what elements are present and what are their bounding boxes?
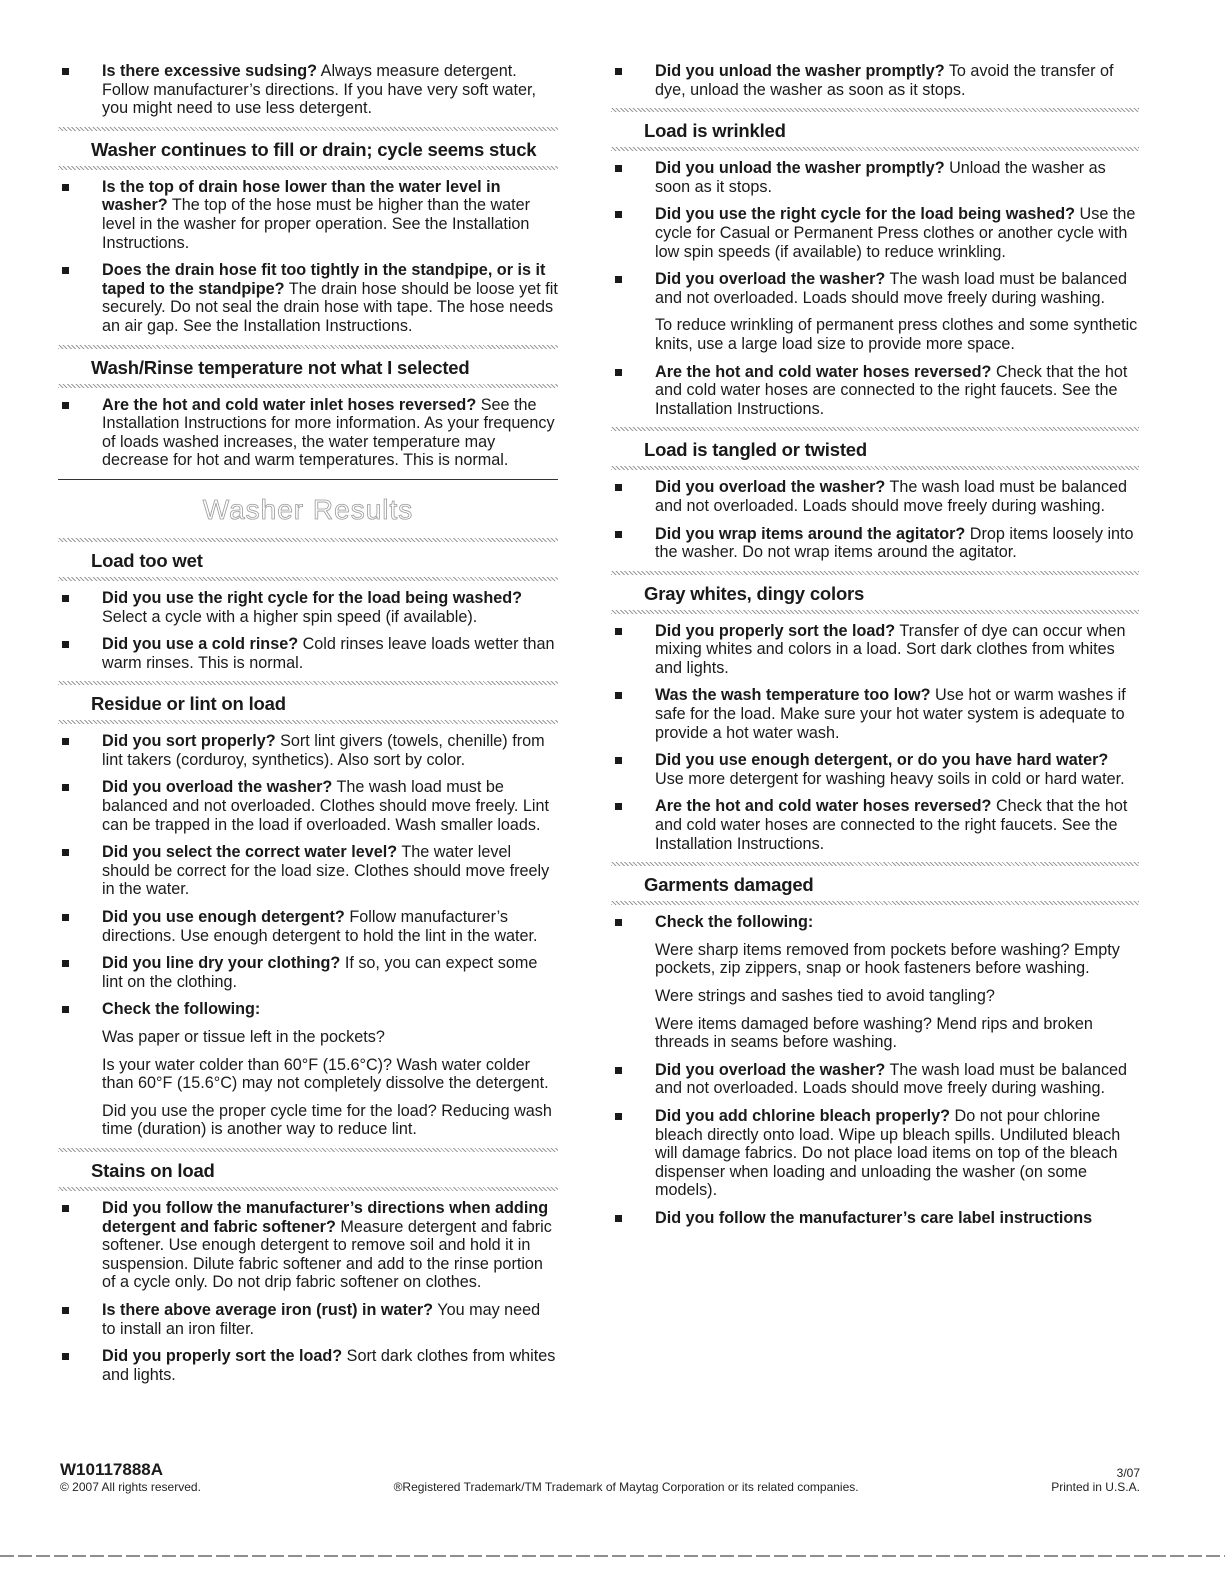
printed-in: Printed in U.S.A. — [1051, 1480, 1140, 1494]
bullet-square-icon — [62, 849, 69, 856]
bullet-square-icon — [62, 1205, 69, 1212]
bullet-square-icon — [615, 1215, 622, 1222]
list-item: Did you sort properly? Sort lint givers (towels, chenille) from lint takers (corduroy, synthetics). Also sort by color. — [58, 732, 558, 769]
bullet-square-icon — [62, 267, 69, 274]
list-item: Are the hot and cold water hoses reversed? Check that the hot and cold water hoses are connected to the right faucets. See the Installation Instructions. — [611, 797, 1139, 853]
section-washer-fill-drain — [58, 127, 558, 170]
trademark-notice: ®Registered Trademark/TM Trademark of Maytag Corporation or its related companies. — [393, 1480, 859, 1494]
copyright: © 2007 All rights reserved. — [60, 1480, 201, 1494]
section-garments-damaged — [611, 862, 1139, 905]
washer-results-banner: Washer Results — [202, 493, 414, 525]
list-item: Is there excessive sudsing? Always measure detergent. Follow manufacturer’s directions. If you have very soft water, you might need to use less detergent. — [58, 62, 558, 118]
list-item: Did you wrap items around the agitator? Drop items loosely into the washer. Do not wrap items around the agitator. — [611, 525, 1139, 562]
section-title: Load is tangled or twisted — [644, 439, 867, 461]
section-title: Gray whites, dingy colors — [644, 582, 865, 604]
bullet-square-icon — [615, 369, 622, 376]
bullet-square-icon — [62, 960, 69, 967]
bullet-square-icon — [62, 68, 69, 75]
section-gray-whites — [611, 571, 1139, 614]
divider — [58, 1187, 558, 1191]
bullet-square-icon — [615, 531, 622, 538]
list-item: Did you use a cold rinse? Cold rinses leave loads wetter than warm rinses. This is normal. — [58, 635, 558, 672]
section-title: Washer continues to fill or drain; cycle seems stuck — [91, 138, 537, 160]
list-item: Was the wash temperature too low? Use hot or warm washes if safe for the load. Make sure your hot water system is adequate to provide a hot water wash. — [611, 686, 1139, 742]
list-item: Check the following: — [58, 1000, 558, 1019]
list-item: Did you follow the manufacturer’s directions when adding detergent and fabric softener? Measure detergent and fabric softener. Use enough detergent to remove soil and hold it in suspension. Dilute fabric softener and add to the rinse portion of a cycle only. Do not drip fabric softener on clothes. — [58, 1199, 558, 1292]
list-item: Did you unload the washer promptly? Unload the washer as soon as it stops. — [611, 159, 1139, 196]
divider — [58, 384, 558, 388]
divider — [58, 577, 558, 581]
list-item: Did you overload the washer? The wash load must be balanced and not overloaded. Loads should move freely during washing. — [611, 270, 1139, 307]
divider — [58, 166, 558, 170]
list-item: Did you use the right cycle for the load being washed? Use the cycle for Casual or Permanent Press clothes or another cycle with low spin speeds (if available) to reduce wrinkling. — [611, 205, 1139, 261]
section-residue-lint — [58, 681, 558, 724]
bullet-square-icon — [62, 595, 69, 602]
section-title: Garments damaged — [644, 874, 814, 896]
bullet-square-icon — [62, 1307, 69, 1314]
list-item: Did you properly sort the load? Sort dark clothes from whites and lights. — [58, 1347, 558, 1384]
list-item: Did you use the right cycle for the load being washed? Select a cycle with a higher spin speed (if available). — [58, 589, 558, 626]
list-item: Check the following: — [611, 913, 1139, 932]
list-item: Did you add chlorine bleach properly? Do not pour chlorine bleach directly onto load. Wipe up bleach spills. Undiluted bleach will damage fabrics. Do not place load items on top of the bleach dispenser when loading and unloading the washer (on some models). — [611, 1107, 1139, 1200]
bullet-square-icon — [615, 276, 622, 283]
paragraph: Is your water colder than 60°F (15.6°C)? Wash water colder than 60°F (15.6°C) may not completely dissolve the detergent. — [102, 1055, 549, 1093]
list-item: Is there above average iron (rust) in water? You may need to install an iron filter. — [58, 1301, 558, 1338]
paragraph: Were strings and sashes tied to avoid tangling? — [655, 987, 995, 1005]
list-item: Does the drain hose fit too tightly in the standpipe, or is it taped to the standpipe? The drain hose should be loose yet fit securely. Do not seal the drain hose with tape. The hose needs an air gap. See the Installation Instructions. — [58, 261, 558, 335]
bullet-square-icon — [62, 738, 69, 745]
section-title: Residue or lint on load — [91, 693, 286, 715]
right-column — [611, 62, 1139, 1237]
section-load-wrinkled — [611, 108, 1139, 151]
section-title: Load too wet — [91, 549, 203, 571]
section-wash-rinse-temp — [58, 345, 558, 388]
section-title: Wash/Rinse temperature not what I selected — [91, 356, 470, 378]
list-item: Are the hot and cold water hoses reversed? Check that the hot and cold water hoses are connected to the right faucets. See the Installation Instructions. — [611, 363, 1139, 419]
bullet-square-icon — [615, 692, 622, 699]
bullet-square-icon — [62, 784, 69, 791]
section-load-tangled — [611, 427, 1139, 470]
list-item: Are the hot and cold water inlet hoses reversed? See the Installation Instructions for more information. As your frequency of loads washed increases, the water temperature may decrease for hot and warm temperatures. This is normal. — [58, 396, 558, 470]
bullet-square-icon — [62, 914, 69, 921]
divider — [611, 147, 1139, 151]
divider — [611, 610, 1139, 614]
paragraph: Were items damaged before washing? Mend rips and broken threads in seams before washing. — [655, 1014, 1093, 1052]
bullet-square-icon — [615, 1067, 622, 1074]
page-footer — [60, 1460, 1140, 1494]
bullet-square-icon — [615, 803, 622, 810]
list-item: Did you follow the manufacturer’s care label instructions — [611, 1209, 1139, 1228]
scan-edge-line — [0, 1555, 1225, 1557]
list-item: Did you overload the washer? The wash load must be balanced and not overloaded. Loads should move freely during washing. — [611, 1061, 1139, 1098]
bullet-square-icon — [62, 641, 69, 648]
list-item: Did you use enough detergent, or do you have hard water? Use more detergent for washing heavy soils in cold or hard water. — [611, 751, 1139, 788]
divider — [58, 720, 558, 724]
list-item: Is the top of drain hose lower than the water level in washer? The top of the hose must be higher than the water level in the washer for proper operation. See the Installation Instructions. — [58, 178, 558, 252]
bullet-square-icon — [615, 211, 622, 218]
bullet-square-icon — [62, 184, 69, 191]
bullet-square-icon — [615, 919, 622, 926]
list-item: Did you properly sort the load? Transfer of dye can occur when mixing whites and colors in a load. Sort dark clothes from whites and lights. — [611, 622, 1139, 678]
paragraph: Were sharp items removed from pockets before washing? Empty pockets, zip zippers, snap or hook fasteners before washing. — [655, 940, 1120, 978]
divider — [611, 466, 1139, 470]
paragraph: To reduce wrinkling of permanent press clothes and some synthetic knits, use a large load size to provide more space. — [655, 316, 1138, 353]
bullet-square-icon — [62, 1353, 69, 1360]
list-item: Did you overload the washer? The wash load must be balanced and not overloaded. Loads should move freely during washing. — [611, 478, 1139, 515]
section-load-too-wet — [58, 538, 558, 581]
paragraph: Was paper or tissue left in the pockets? — [102, 1028, 385, 1046]
section-title: Load is wrinkled — [644, 120, 786, 142]
bullet-square-icon — [615, 628, 622, 635]
left-column — [58, 62, 558, 1393]
document-code: W10117888A — [60, 1460, 164, 1479]
bullet-square-icon — [62, 1006, 69, 1013]
bullet-square-icon — [615, 1113, 622, 1120]
bullet-square-icon — [615, 68, 622, 75]
list-item: Did you overload the washer? The wash load must be balanced and not overloaded. Clothes should move freely. Lint can be trapped in the load if overloaded. Wash smaller loads. — [58, 778, 558, 834]
bullet-square-icon — [615, 165, 622, 172]
list-item: Did you unload the washer promptly? To avoid the transfer of dye, unload the washer as soon as it stops. — [611, 62, 1139, 99]
section-stains — [58, 1148, 558, 1191]
date-code: 3/07 — [1116, 1466, 1140, 1480]
divider — [611, 901, 1139, 905]
bullet-square-icon — [62, 402, 69, 409]
bullet-square-icon — [615, 484, 622, 491]
paragraph: Did you use the proper cycle time for the load? Reducing wash time (duration) is another way to reduce lint. — [102, 1101, 552, 1139]
section-title: Stains on load — [91, 1159, 215, 1181]
bullet-square-icon — [615, 757, 622, 764]
list-item: Did you line dry your clothing? If so, you can expect some lint on the clothing. — [58, 954, 558, 991]
list-item: Did you use enough detergent? Follow manufacturer’s directions. Use enough detergent to hold the lint in the water. — [58, 908, 558, 945]
list-top-left — [58, 62, 558, 118]
list-item: Did you select the correct water level? The water level should be correct for the load size. Clothes should move freely in the water. — [58, 843, 558, 899]
